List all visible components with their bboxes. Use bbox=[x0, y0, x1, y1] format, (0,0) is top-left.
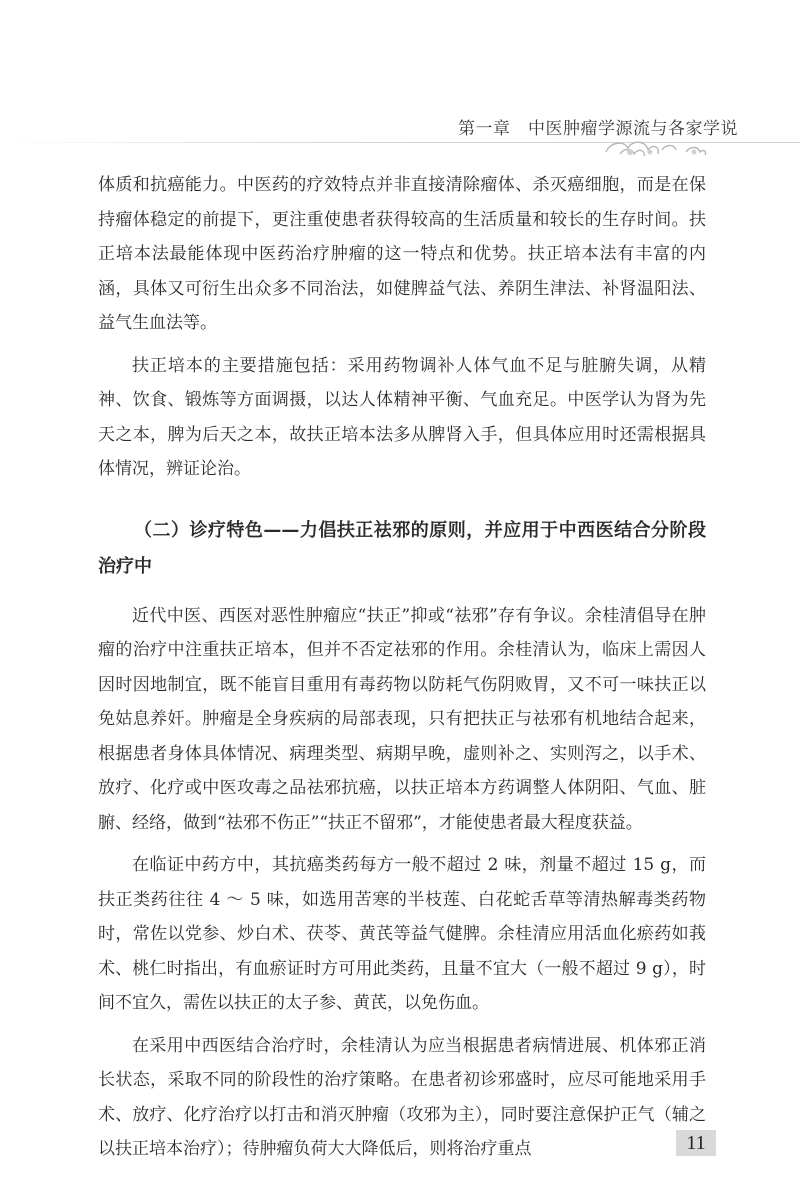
paragraph-5: 在采用中西医结合治疗时，余桂清认为应当根据患者病情进展、机体邪正消长状态，采取不同的阶段性的治疗策略。在患者初诊邪盛时，应尽可能地采用手术、放疗、化疗治疗以打击和消灭肿瘤（攻邪为主），同时要注意保护正气（辅之以扶正培本治疗）；待肿瘤负荷大大降低后，则将治疗重点 bbox=[98, 1035, 706, 1159]
paragraph-1: 体质和抗癌能力。中医药的疗效特点并非直接清除瘤体、杀灭癌细胞，而是在保持瘤体稳定的前提下，更注重使患者获得较高的生活质量和较长的生存时间。扶正培本法最能体现中医药治疗肿瘤的这一特点和优势。扶正培本法有丰富的内涵，具体又可衍生出众多不同治法，如健脾益气法、养阴生津法、补肾温阳法、益气生血法等。 bbox=[98, 175, 706, 333]
paragraph-4: 在临证中药方中，其抗癌类药每方一般不超过 2 味，剂量不超过 15 g，而扶正类药往往 4 ～ 5 味，如选用苦寒的半枝莲、白花蛇舌草等清热解毒类药物时，常佐以党参、炒白术、茯苓、黄芪等益气健脾。余桂清应用活血化瘀药如莪术、桃仁时指出，有血瘀证时方可用此类药，且量不宜大（一般不超过 9 g），时间不宜久，需佐以扶正的太子参、黄芪，以免伤血。 bbox=[98, 855, 706, 1013]
page-number: 11 bbox=[676, 1130, 716, 1156]
running-header bbox=[0, 0, 800, 170]
section-heading: （二）诊疗特色——力倡扶正祛邪的原则，并应用于中西医结合分阶段治疗中 bbox=[98, 519, 706, 577]
paragraph-3: 近代中医、西医对恶性肿瘤应“扶正”抑或“祛邪”存有争议。余桂清倡导在肿瘤的治疗中注重扶正培本，但并不否定祛邪的作用。余桂清认为，临床上需因人因时因地制宜，既不能盲目重用有毒药物以防耗气伤阴败胃，又不可一味扶正以免姑息养奸。肿瘤是全身疾病的局部表现，只有把扶正与祛邪有机地结合起来，根据患者身体具体情况、病理类型、病期早晚，虚则补之、实则泻之，以手术、放疗、化疗或中医攻毒之品祛邪抗癌，以扶正培本方药调整人体阴阳、气血、脏腑、经络，做到“祛邪不伤正”“扶正不留邪”，才能使患者最大程度获益。 bbox=[98, 605, 706, 833]
cloud-ornament-icon bbox=[600, 130, 710, 166]
body-text bbox=[98, 168, 706, 1167]
paragraph-2: 扶正培本的主要措施包括：采用药物调补人体气血不足与脏腑失调，从精神、饮食、锻炼等方面调摄，以达人体精神平衡、气血充足。中医学认为肾为先天之本，脾为后天之本，故扶正培本法多从脾肾入手，但具体应用时还需根据具体情况，辨证论治。 bbox=[98, 355, 706, 479]
chapter-title: 第一章 中医肿瘤学源流与各家学说 bbox=[458, 119, 738, 139]
